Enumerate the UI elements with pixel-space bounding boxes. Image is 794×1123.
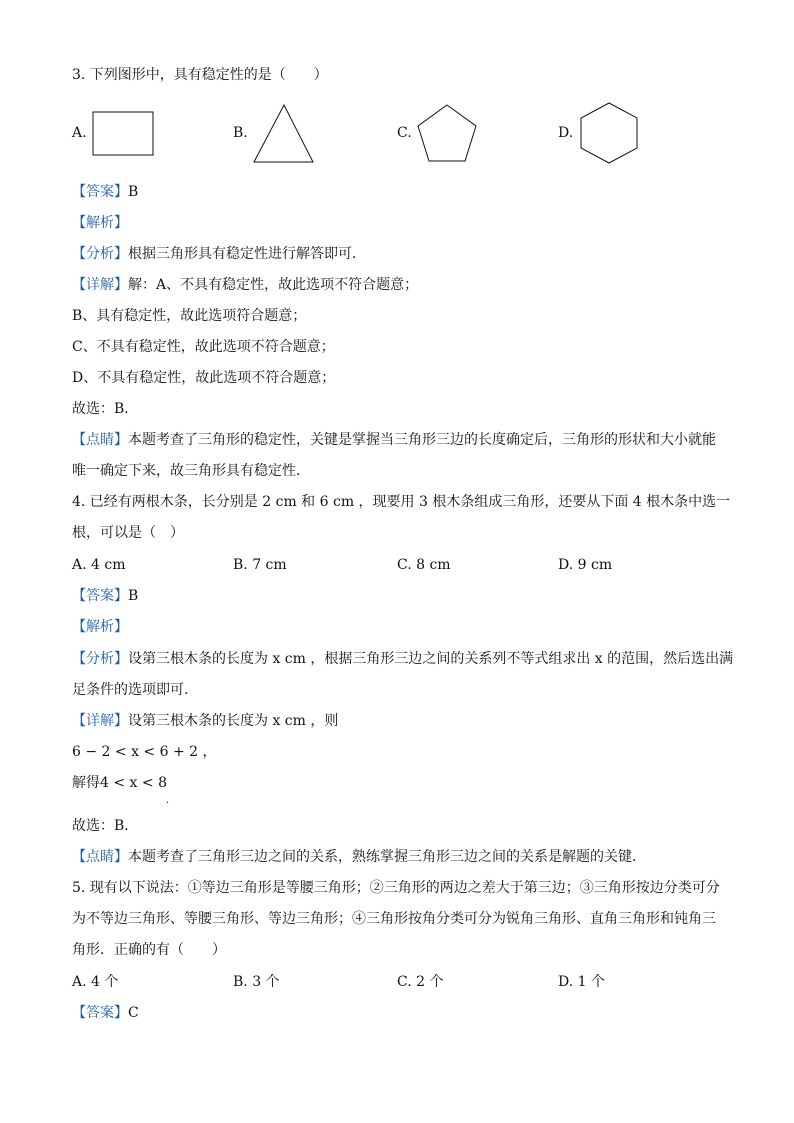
q4-dianjing xyxy=(72,848,722,866)
fenxi-text: 根据三角形具有稳定性进行解答即可． xyxy=(128,246,366,262)
q4-inequality: 6 − 2 < x < 6 + 2 ， xyxy=(72,744,217,760)
q3-option-a: A. xyxy=(72,125,87,141)
q5-stem-3: 角形．正确的有（ ） xyxy=(72,942,226,958)
q4-analysis-heading xyxy=(72,618,722,636)
q4-option-a: A. 4 cm xyxy=(72,557,126,573)
pentagon-icon xyxy=(414,102,480,164)
q4-choose: 故选：B． xyxy=(72,818,139,834)
triangle-icon xyxy=(252,103,316,165)
fenxi-tag: 【分析】 xyxy=(72,246,128,262)
dianjing-text: 本题考查了三角形三边之间的关系，熟练掌握三角形三边之间的关系是解题的关键. xyxy=(128,849,637,865)
solve-prefix: 解得 xyxy=(72,775,100,791)
q5-option-c: C. 2 个 xyxy=(397,974,444,990)
q4-fenxi-1 xyxy=(72,650,734,668)
answer-value: B xyxy=(128,588,139,604)
q3-c-line: C、不具有稳定性，故此选项不符合题意； xyxy=(72,339,335,355)
q5-answer xyxy=(72,1004,722,1022)
q3-option-c: C. xyxy=(397,125,412,141)
dianjing-tag: 【点睛】 xyxy=(72,432,128,448)
q5-stem-1: 5. 现有以下说法：①等边三角形是等腰三角形；②三角形的两边之差大于第三边；③三角形按边分类可分 xyxy=(72,880,720,896)
q3-option-d: D. xyxy=(558,125,574,141)
q3-answer xyxy=(72,183,722,201)
q3-analysis-heading xyxy=(72,214,722,232)
answer-value: B xyxy=(128,184,139,200)
q3-option-b: B. xyxy=(233,125,248,141)
dianjing-tag: 【点睛】 xyxy=(72,849,128,865)
q3-b-line: B、具有稳定性，故此选项符合题意； xyxy=(72,308,307,324)
answer-tag: 【答案】 xyxy=(72,184,128,200)
q3-dianjing-1 xyxy=(72,431,722,449)
q3-fenxi xyxy=(72,245,722,263)
q3-d-line: D、不具有稳定性，故此选项不符合题意； xyxy=(72,370,336,386)
q4-option-b: B. 7 cm xyxy=(233,557,287,573)
q5-stem-2: 为不等边三角形、等腰三角形、等边三角形；④三角形按角分类可分为锐角三角形、直角三角形和钝角三 xyxy=(72,911,716,927)
q3-dianjing-2: 唯一确定下来，故三角形具有稳定性． xyxy=(72,463,310,479)
q4-option-c: C. 8 cm xyxy=(397,557,451,573)
q3-stem: 3. 下列图形中，具有稳定性的是（ ） xyxy=(72,67,328,83)
answer-tag: 【答案】 xyxy=(72,588,128,604)
solve-expression: 4 < x < 8 xyxy=(100,775,167,791)
q4-answer xyxy=(72,587,722,605)
analysis-tag: 【解析】 xyxy=(72,215,128,231)
hexagon-icon xyxy=(578,101,640,165)
dianjing-text: 本题考查了三角形的稳定性，关键是掌握当三角形三边的长度确定后，三角形的形状和大小就能 xyxy=(128,432,716,448)
answer-tag: 【答案】 xyxy=(72,1005,128,1021)
rectangle-icon xyxy=(92,110,156,158)
fenxi-tag: 【分析】 xyxy=(72,651,128,667)
q4-fenxi-2: 足条件的选项即可. xyxy=(72,682,189,698)
answer-value: C xyxy=(128,1005,139,1021)
q5-option-a: A. 4 个 xyxy=(72,974,119,990)
q4-stem-2: 根，可以是（ ） xyxy=(72,525,184,541)
q3-xiangjie xyxy=(72,276,722,294)
xiangjie-tag: 【详解】 xyxy=(72,277,128,293)
q4-stem-1: 4. 已经有两根木条，长分别是 2 cm 和 6 cm ，现要用 3 根木条组成三角形，还要从下面 4 根木条中选一 xyxy=(72,494,731,510)
q4-xiangjie xyxy=(72,712,722,730)
q4-option-d: D. 9 cm xyxy=(558,557,613,573)
stray-dot: . xyxy=(166,795,170,806)
q3-choose: 故选：B． xyxy=(72,401,139,417)
q5-option-b: B. 3 个 xyxy=(233,974,280,990)
q5-option-d: D. 1 个 xyxy=(558,974,605,990)
xiangjie-text: 设第三根木条的长度为 x cm ，则 xyxy=(128,713,339,729)
analysis-tag: 【解析】 xyxy=(72,619,128,635)
q4-solve xyxy=(72,774,722,792)
xiangjie-tag: 【详解】 xyxy=(72,713,128,729)
fenxi-text: 设第三根木条的长度为 x cm ，根据三角形三边之间的关系列不等式组求出 x 的范围，然后选出满 xyxy=(128,651,734,667)
xiangjie-text: 解：A、不具有稳定性，故此选项不符合题意； xyxy=(128,277,419,293)
